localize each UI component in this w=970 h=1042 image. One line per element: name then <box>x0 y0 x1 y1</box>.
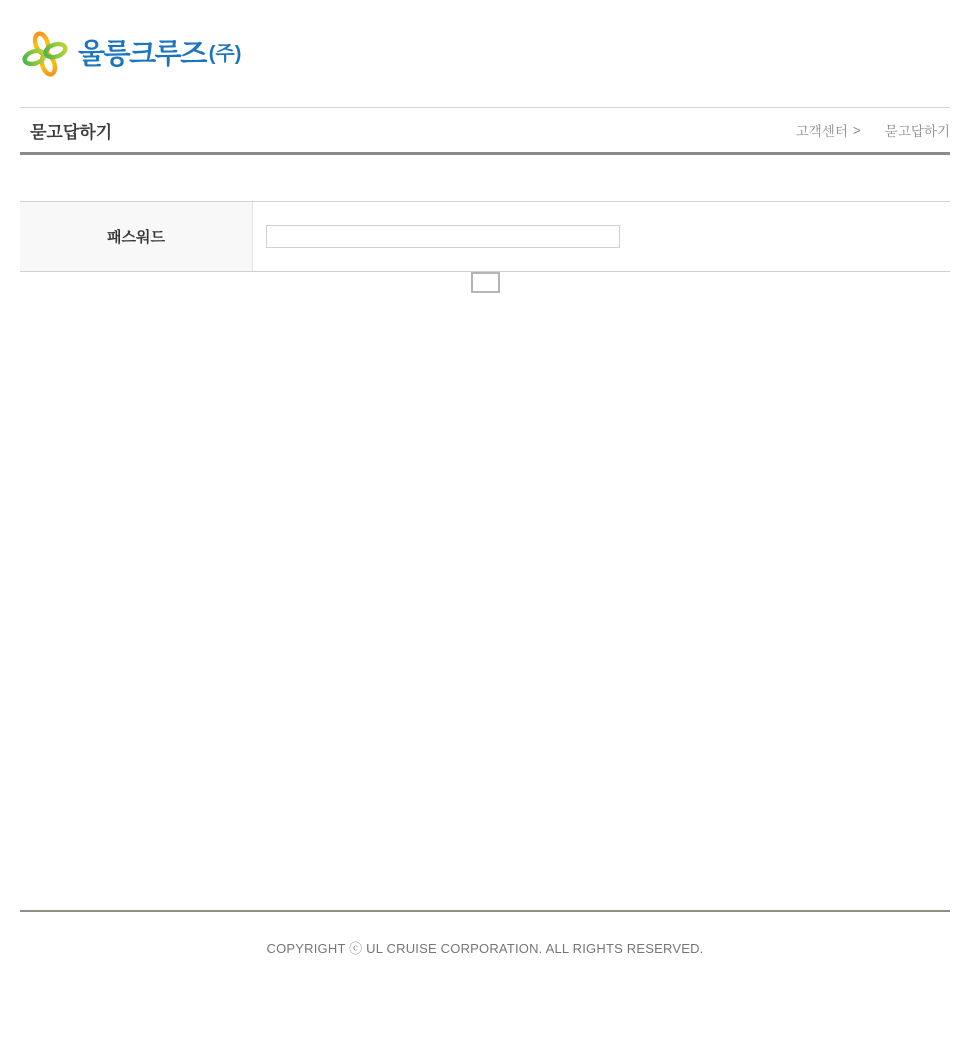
breadcrumb <box>796 120 950 140</box>
title-bar <box>20 107 950 155</box>
brand-suffix: (주) <box>208 42 242 65</box>
password-input-cell <box>253 202 950 271</box>
password-label: 패스워드 <box>20 202 253 271</box>
breadcrumb-parent[interactable]: 고객센터 <box>795 124 848 139</box>
site-footer <box>20 910 950 957</box>
page-title: 묻고답하기 <box>30 122 113 142</box>
password-form-row <box>20 201 950 272</box>
submit-row <box>0 272 970 293</box>
brand-logo[interactable] <box>22 30 241 78</box>
password-input[interactable] <box>266 225 620 248</box>
brand-name: 울릉크루즈 <box>78 37 206 69</box>
confirm-button[interactable] <box>471 272 500 293</box>
site-header <box>0 0 970 107</box>
pinwheel-flower-icon <box>22 30 68 78</box>
breadcrumb-current: 묻고답하기 <box>884 124 950 139</box>
copyright-text: COPYRIGHT ⓒ UL CRUISE CORPORATION. ALL RIGHTS RESERVED. <box>266 941 704 956</box>
breadcrumb-separator: > <box>852 122 861 138</box>
